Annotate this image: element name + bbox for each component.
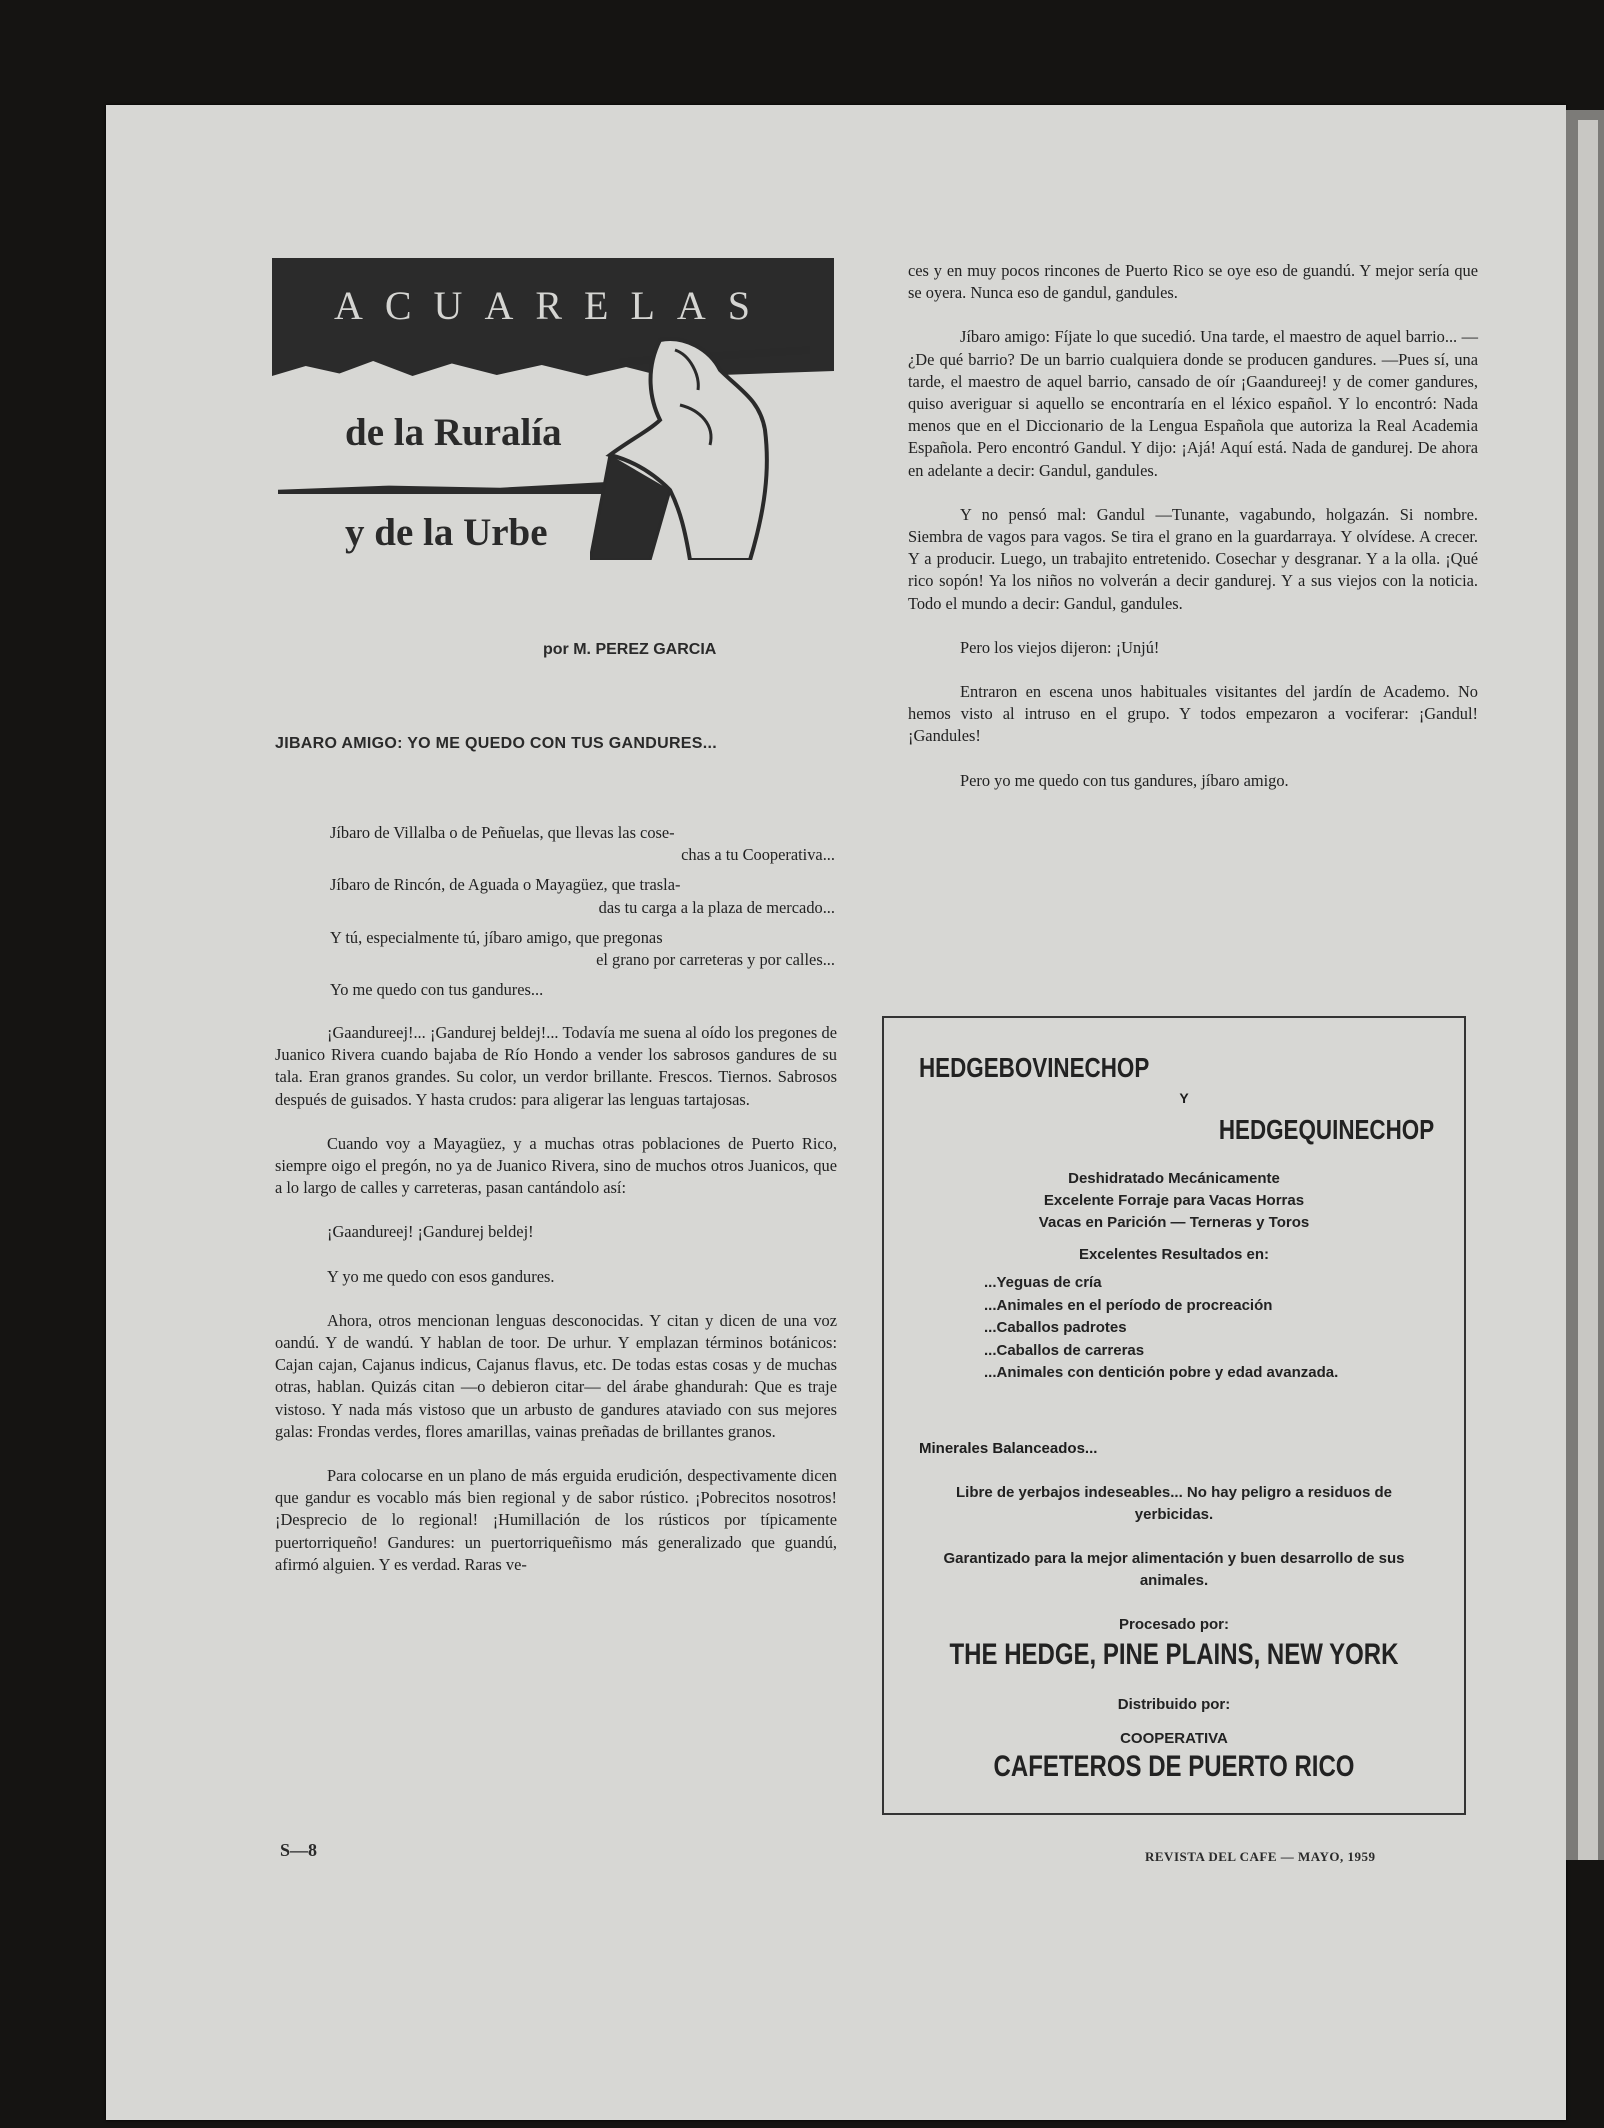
verse-stanza	[330, 979, 835, 1001]
right-column	[908, 260, 1478, 814]
paragraph: Y no pensó mal: Gandul —Tunante, vagabundo, holgazán. Si nombre. Siembra de vagos para vagos. Se tira el grano en la guardarraya. Y olvídese. A crecer. Y a producir. Luego, un trabajito entretenido. Cosechar y desgranar. Y a la olla. ¡Qué rico sopón! Ya los niños no volverán a decir gandurej. Y a sus viejos con la noticia. Todo el mundo a decir: Gandul, gandules.	[908, 504, 1478, 613]
ad-weeds: Libre de yerbajos indeseables... No hay peligro a residuos de yerbicidas.	[956, 1484, 1392, 1523]
verse-line: chas a tu Cooperativa...	[681, 845, 835, 865]
list-item: ...Caballos de carreras	[984, 1341, 1145, 1359]
paragraph: Pero los viejos dijeron: ¡Unjú!	[960, 637, 1160, 657]
ad-guarantee: Garantizado para la mejor alimentación y buen desarrollo de sus animales.	[943, 1550, 1405, 1589]
ad-processor: THE HEDGE, PINE PLAINS, NEW YORK	[949, 1638, 1399, 1671]
verse-stanza	[330, 874, 835, 918]
ad-line: Vacas en Parición — Terneras y Toros	[1038, 1214, 1310, 1231]
section-subhead: JIBARO AMIGO: YO ME QUEDO CON TUS GANDURES...	[275, 735, 717, 752]
paragraph: Cuando voy a Mayagüez, y a muchas otras poblaciones de Puerto Rico, siempre oigo el pregón, no ya de Juanico Rivera, sino de muchos otros Juanicos, que a lo largo de calles y carreteras, pasan cantándolo así:	[275, 1133, 837, 1198]
ad-results-heading: Excelentes Resultados en:	[1078, 1246, 1270, 1263]
verse-line: Y tú, especialmente tú, jíbaro amigo, que pregonas	[330, 927, 663, 947]
verse-line: Jíbaro de Villalba o de Peñuelas, que llevas las cose-	[330, 823, 675, 842]
paragraph: ¡Gaandureej!... ¡Gandurej beldej!... Todavía me suena al oído los pregones de Juanico Rivera cuando bajaba de Río Hondo a vender los sabrosos gandures de su tala. Eran granos grandes. Su color, un verdor brillante. Frescos. Tiernos. Sabrosos después de guisados. Y hasta crudos: para aligerar las lenguas tartajosas.	[275, 1023, 837, 1109]
paragraph: Entraron en escena unos habituales visitantes del jardín de Academo. No hemos visto al intruso en el grupo. Y todos empezaron a vociferar: ¡Gandul! ¡Gandules!	[908, 682, 1478, 746]
paragraph: ¡Gaandureej! ¡Gandurej beldej!	[327, 1222, 534, 1242]
list-item: ...Caballos padrotes	[984, 1319, 1127, 1336]
subtitle-line-2: y de la Urbe	[345, 511, 548, 554]
ad-distributed-label: Distribuido por:	[1117, 1696, 1231, 1713]
paragraph: ces y en muy pocos rincones de Puerto Rico se oye eso de guandú. Y mejor sería que se oyera. Nunca eso de gandul, gandules.	[908, 261, 1478, 303]
subtitle-line-1: de la Ruralía	[345, 411, 562, 454]
ad-brand-2: HEDGEQUINECHOP	[1218, 1114, 1434, 1145]
ad-results-list	[984, 1272, 1384, 1385]
list-item: ...Yeguas de cría	[984, 1274, 1102, 1291]
ad-brand-1: HEDGEBOVINECHOP	[919, 1052, 1150, 1083]
verse-block	[330, 822, 835, 1009]
left-column	[275, 1022, 837, 1598]
verse-line: el grano por carreteras y por calles...	[596, 950, 835, 970]
paragraph: Ahora, otros mencionan lenguas desconocidas. Y citan y dicen de una voz oandú. Y de wandú. Y hablan de toor. De urhur. Y emplazan términos botánicos: Cajan cajan, Cajanus indicus, Cajanus flavus, etc. De todas estas cosas y de muchas otras, hablan. Quizás citan —o debieron citar— del árabe ghandurah: Que es traje vistoso. Y nada más vistoso que un arbusto de gandures ataviado con sus mejores galas: Frondas verdes, flores amarillas, vainas preñadas de brillantes granos.	[275, 1310, 837, 1441]
verse-stanza	[330, 822, 835, 866]
verse-stanza	[330, 927, 835, 971]
page-number: S—8	[280, 1840, 318, 1860]
hand-with-brush-illustration	[590, 330, 810, 560]
byline: por M. PEREZ GARCIA	[543, 641, 717, 658]
banner-title: ACUARELAS	[333, 283, 773, 328]
verse-line: Yo me quedo con tus gandures...	[330, 980, 544, 1000]
paragraph: Para colocarse en un plano de más erguida erudición, despectivamente dicen que gandur es vocablo más bien regional y de sabor rústico. ¡Pobrecitos nosotros! ¡Desprecio de lo regional! ¡Humillación de los rústicos por típicamente puertorriqueño! Gandures: un puertorriqueñismo más generalizado que guandú, afirmó alguien. Y es verdad. Raras ve-	[275, 1466, 837, 1574]
advertisement-box	[882, 1016, 1466, 1815]
facing-page-strip	[1578, 120, 1598, 1860]
publication-footer: REVISTA DEL CAFE — MAYO, 1959	[1145, 1849, 1376, 1864]
paragraph: Jíbaro amigo: Fíjate lo que sucedió. Una tarde, el maestro de aquel barrio... —¿De qué barrio? De un barrio cualquiera donde se producen gandures. —Pues sí, una tarde, el maestro de aquel barrio, cansado de oír ¡Gaandureej! y de comer gandures, quiso averiguar si aquello se encontraría en el léxico español. Y lo encontró: Nada menos que en el Diccionario de la Lengua Española que autoriza la Real Academia Española. Pero encontró Gandul. Y dijo: ¡Ajá! Aquí está. Nada de gandurej. De ahora en adelante a decir: Gandul, gandules.	[908, 327, 1478, 480]
ad-distributor: CAFETEROS DE PUERTO RICO	[993, 1750, 1355, 1783]
ad-line: Excelente Forraje para Vacas Horras	[1043, 1192, 1305, 1209]
verse-line: das tu carga a la plaza de mercado...	[598, 897, 835, 917]
ad-coop-label: COOPERATIVA	[1120, 1730, 1228, 1747]
ad-minerals: Minerales Balanceados...	[919, 1440, 1098, 1457]
ad-line: Deshidratado Mecánicamente	[1068, 1170, 1280, 1187]
ad-and: Y	[1179, 1090, 1189, 1106]
paragraph: Pero yo me quedo con tus gandures, jíbaro amigo.	[960, 770, 1289, 790]
paragraph: Y yo me quedo con esos gandures.	[327, 1266, 555, 1286]
verse-line: Jíbaro de Rincón, de Aguada o Mayagüez, que trasla-	[330, 875, 681, 895]
list-item: ...Animales con dentición pobre y edad avanzada.	[984, 1364, 1339, 1381]
list-item: ...Animales en el período de procreación	[984, 1296, 1273, 1314]
ad-processed-label: Procesado por:	[1118, 1616, 1230, 1633]
